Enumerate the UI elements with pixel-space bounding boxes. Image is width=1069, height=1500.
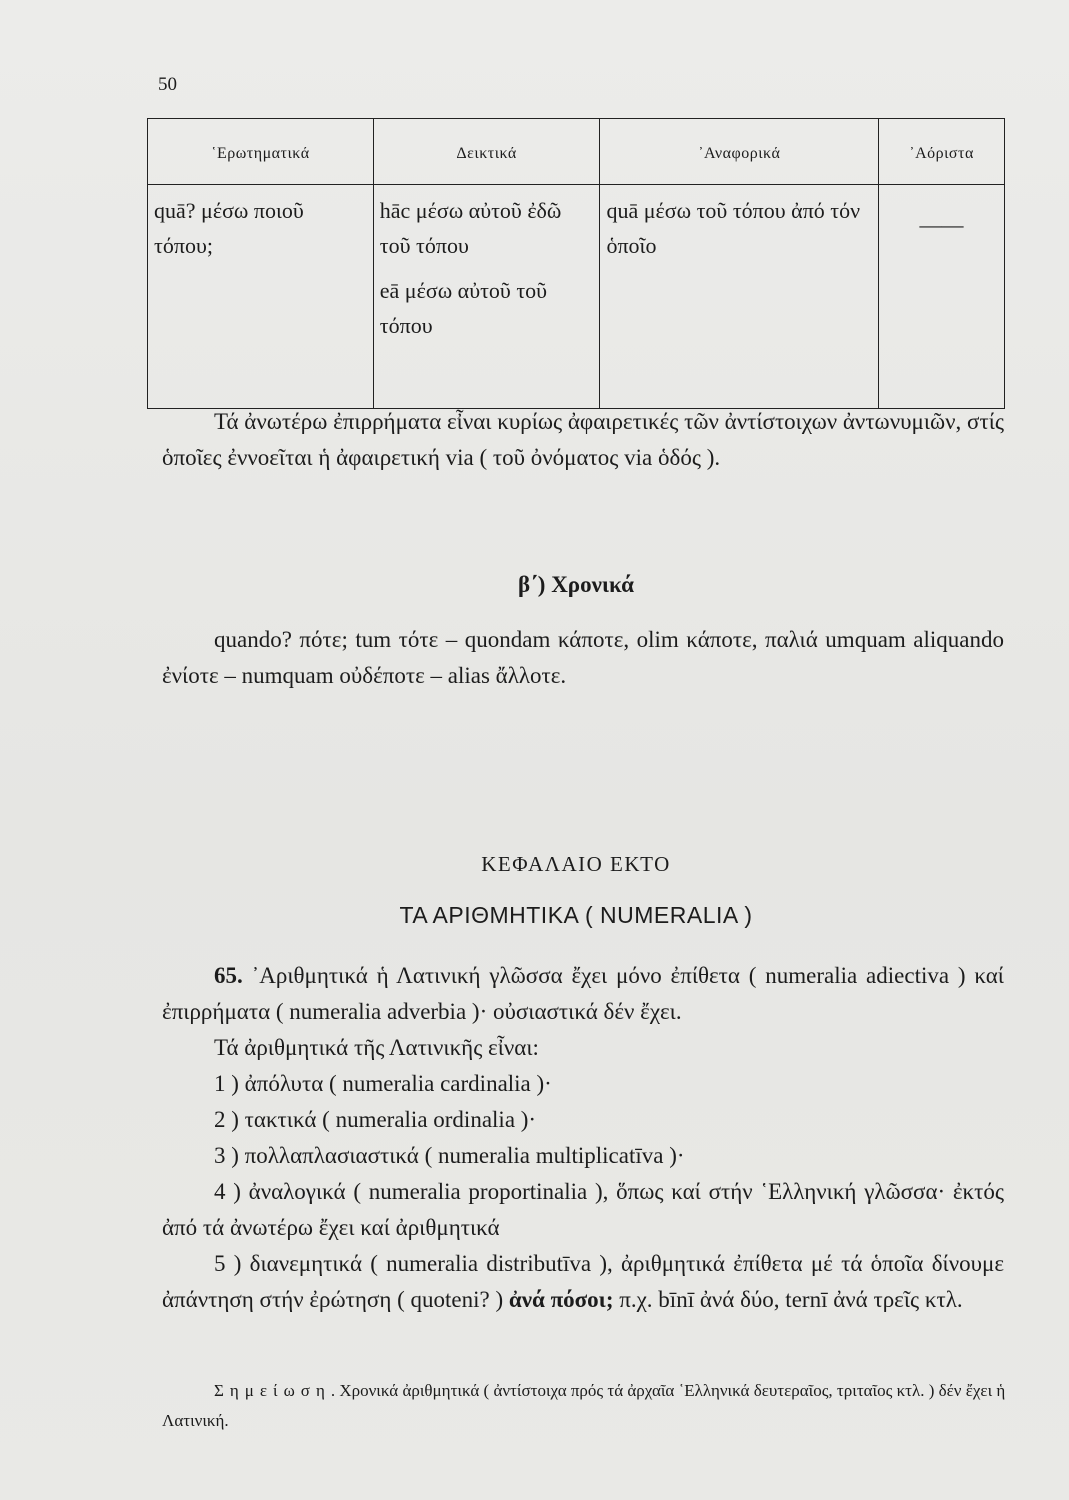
note-text: . Χρονικά ἀριθμητικά ( ἀντίστοιχα πρός τά ἀρχαῖα ῾Ελληνικά δευτεραῖος, τριταῖος κτλ. ) δέν ἔχει ἡ Λατινική. — [162, 1381, 1006, 1430]
table-entry: quā? μέσω ποιοῦ τόπου; — [154, 198, 304, 258]
table-entry: eā μέσω αὐτοῦ τοῦ τόπου — [379, 278, 548, 338]
dash-mark: —— — [919, 212, 964, 237]
list-item: 4 ) ἀναλογικά ( numeralia proportinalia ), ὅπως καί στήν ῾Ελληνική γλῶσσα· ἐκτός ἀπό τά ἀνωτέρω ἔχει καί ἀριθμητικά — [162, 1179, 1004, 1240]
table-entry: hāc μέσω αὐτοῦ ἐδῶ τοῦ τόπου — [379, 198, 562, 258]
list-item-distributive — [162, 1246, 1004, 1318]
list-item: 1 ) ἀπόλυτα ( numeralia cardinalia )· — [214, 1071, 552, 1096]
cell-indefinite — [879, 185, 1005, 409]
footnote — [162, 1376, 1032, 1436]
list-item: 2 ) τακτικά ( numeralia ordinalia )· — [214, 1107, 537, 1132]
note-label: Σημείωση — [214, 1381, 331, 1400]
table-row — [148, 185, 1005, 409]
section-65-text: ᾽Αριθμητικά ἡ Λατινική γλῶσσα ἔχει μόνο ἐπίθετα ( numeralia adiectiva ) καί ἐπιρρήματα ( numeralia adverbia )· οὐσιαστικά δέν ἔχει. — [162, 963, 1004, 1024]
cell-demonstrative — [373, 185, 600, 409]
cell-relative — [600, 185, 879, 409]
header-indefinite: ᾽Αόριστα — [879, 119, 1005, 185]
paragraph-temporal: quando? πότε; tum τότε – quondam κάποτε, olim κάποτε, παλιά umquam aliquando ἐνίοτε – numquam οὐδέποτε – alias ἄλλοτε. — [162, 627, 1004, 688]
list-item: 3 ) πολλαπλασιαστικά ( numeralia multiplicatīva )· — [214, 1143, 685, 1168]
section-65 — [162, 958, 1004, 1318]
header-interrogative: ῾Ερωτηματικά — [148, 119, 374, 185]
table-header-row — [148, 119, 1005, 185]
paragraph-adverbs-note: Τά ἀνωτέρω ἐπιρρήματα εἶναι κυρίως ἀφαιρετικές τῶν ἀντίστοιχων ἀντωνυμιῶν, στίς ὁποῖες ἐννοεῖται ἡ ἀφαιρετική via ( τοῦ ὀνόματος via ὁδός ). — [162, 409, 1004, 470]
section-number: 65. — [214, 963, 243, 988]
adverbs-table — [147, 118, 1005, 409]
header-demonstrative: Δεικτικά — [373, 119, 600, 185]
page-number: 50 — [158, 74, 177, 95]
cell-interrogative — [148, 185, 374, 409]
list-item-end: π.χ. bīnī ἀνά δύο, ternī ἀνά τρεῖς κτλ. — [613, 1287, 963, 1312]
header-relative: ᾽Αναφορικά — [600, 119, 879, 185]
list-item-bold: ἀνά πόσοι; — [508, 1287, 614, 1312]
chapter-title: ΚΕΦΑΛΑΙΟ ΕΚΤΟ — [481, 852, 671, 876]
chapter-subtitle: ΤΑ ΑΡΙΘΜΗΤΙΚΑ ( NUMERALIA ) — [399, 902, 753, 928]
list-item-text: 5 ) διανεμητικά ( numeralia distributīva ), ἀριθμητικά ἐπίθετα μέ τά ὁποῖα δίνουμε ἀπάντηση στήν ἐρώτηση ( quoteni? ) — [162, 1251, 1004, 1312]
section-heading-temporal: β΄) Χρονικά — [518, 572, 634, 597]
numerals-intro: Τά ἀριθμητικά τῆς Λατινικῆς εἶναι: — [214, 1035, 539, 1060]
section-65-paragraph — [162, 958, 1004, 1030]
table-entry: quā μέσω τοῦ τόπου ἀπό τόν ὁποῖο — [606, 198, 861, 258]
